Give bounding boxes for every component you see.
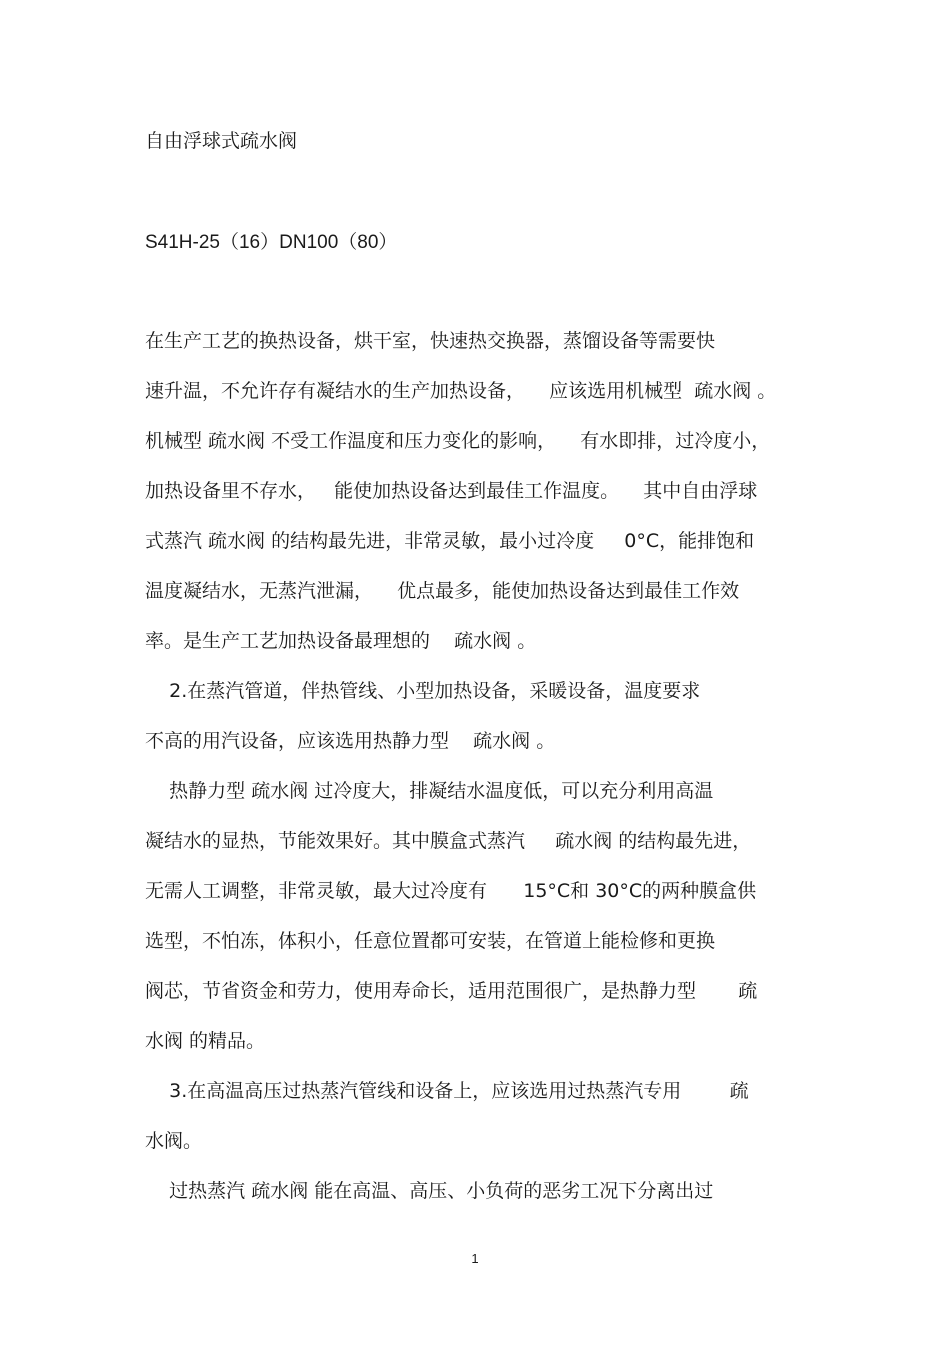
document-title: 自由浮球式疏水阀	[145, 130, 298, 152]
body-line-9: 不高的用汽设备，应该选用热静力型 疏水阀 。	[145, 730, 556, 752]
body-line-11: 凝结水的显热，节能效果好。其中膜盒式蒸汽 疏水阀 的结构最先进，	[145, 830, 752, 852]
body-line-2: 速升温，不允许存有凝结水的生产加热设备， 应该选用机械型 疏水阀 。	[145, 380, 777, 402]
body-line-13: 选型，不怕冻，体积小，任意位置都可安装，在管道上能检修和更换	[145, 930, 716, 952]
body-line-15: 水阀 的精品。	[145, 1030, 266, 1052]
body-line-16: 3.在高温高压过热蒸汽管线和设备上，应该选用过热蒸汽专用 疏	[145, 1080, 749, 1102]
model-number: S41H-25（16）DN100（80）	[145, 232, 398, 253]
body-line-17: 水阀。	[145, 1130, 203, 1152]
body-line-7: 率。是生产工艺加热设备最理想的 疏水阀 。	[145, 630, 537, 652]
body-line-8: 2.在蒸汽管道，伴热管线、小型加热设备，采暖设备，温度要求	[145, 680, 701, 702]
body-line-12: 无需人工调整，非常灵敏，最大过冷度有 15°C和 30°C的两种膜盒供	[145, 880, 757, 902]
body-line-1: 在生产工艺的换热设备，烘干室，快速热交换器，蒸馏设备等需要快	[145, 330, 716, 352]
body-line-3: 机械型 疏水阀 不受工作温度和压力变化的影响， 有水即排，过冷度小，	[145, 430, 771, 452]
page-number: 1	[471, 1251, 479, 1266]
body-line-6: 温度凝结水，无蒸汽泄漏， 优点最多，能使加热设备达到最佳工作效	[145, 580, 740, 602]
body-line-18: 过热蒸汽 疏水阀 能在高温、高压、小负荷的恶劣工况下分离出过	[145, 1180, 714, 1202]
body-line-10: 热静力型 疏水阀 过冷度大，排凝结水温度低，可以充分利用高温	[145, 780, 714, 802]
body-line-5: 式蒸汽 疏水阀 的结构最先进，非常灵敏，最小过冷度 0°C，能排饱和	[145, 530, 755, 552]
body-line-4: 加热设备里不存水， 能使加热设备达到最佳工作温度。 其中自由浮球	[145, 480, 758, 502]
body-line-14: 阀芯，节省资金和劳力，使用寿命长，适用范围很广，是热静力型 疏	[145, 980, 758, 1002]
